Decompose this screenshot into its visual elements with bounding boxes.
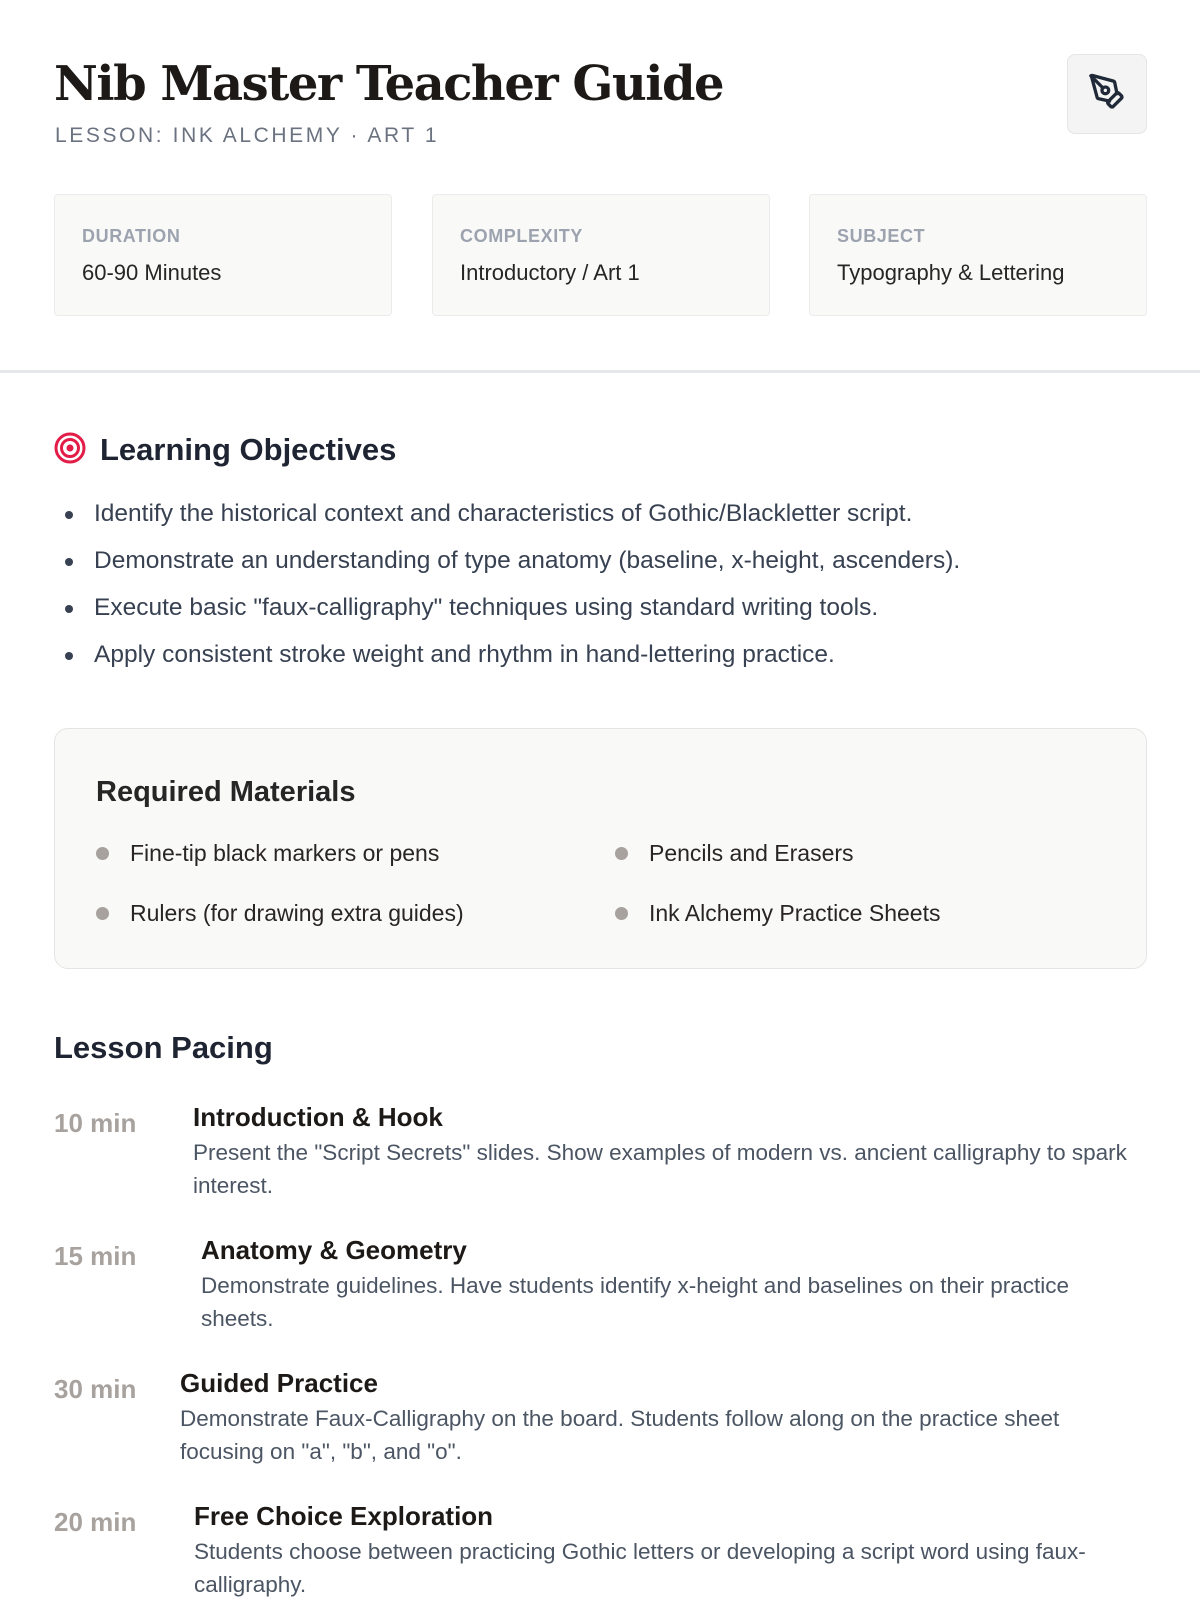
pacing-title: Free Choice Exploration bbox=[194, 1501, 494, 1531]
meta-label: DURATION bbox=[82, 226, 181, 246]
material-item: Pencils and Erasers bbox=[615, 838, 854, 868]
pacing-time: 15 min bbox=[54, 1241, 137, 1271]
meta-label: COMPLEXITY bbox=[460, 226, 584, 246]
pacing-description: Students choose between practicing Gothic letters or developing a script word using faux-calligraphy. bbox=[194, 1539, 1086, 1597]
pacing-description: Demonstrate guidelines. Have students identify x-height and baselines on their practice sheets. bbox=[201, 1273, 1069, 1331]
materials-card bbox=[54, 728, 1147, 969]
pacing-time: 10 min bbox=[54, 1108, 137, 1138]
pacing-description: Demonstrate Faux-Calligraphy on the board. Students follow along on the practice sheet focusing on "a", "b", and "o". bbox=[180, 1406, 1060, 1464]
pacing-title: Guided Practice bbox=[180, 1368, 378, 1398]
lesson-subtitle: LESSON: INK ALCHEMY · ART 1 bbox=[55, 124, 440, 147]
pacing-body bbox=[194, 1499, 1147, 1601]
pacing-title: Anatomy & Geometry bbox=[201, 1235, 467, 1265]
meta-card-subject bbox=[809, 194, 1147, 316]
pacing-heading: Lesson Pacing bbox=[54, 1030, 273, 1065]
pacing-body bbox=[180, 1366, 1147, 1468]
meta-value: Typography & Lettering bbox=[837, 260, 1065, 285]
page-title: Nib Master Teacher Guide bbox=[54, 56, 724, 112]
pacing-time: 20 min bbox=[54, 1507, 137, 1537]
pacing-description: Present the "Script Secrets" slides. Show examples of modern vs. ancient calligraphy to spark interest. bbox=[193, 1140, 1127, 1198]
objectives-heading-text: Learning Objectives bbox=[100, 432, 397, 467]
material-item: Fine-tip black markers or pens bbox=[96, 838, 439, 868]
target-icon bbox=[54, 432, 86, 469]
meta-card-duration bbox=[54, 194, 392, 316]
pen-nib-icon bbox=[1087, 72, 1127, 117]
meta-label: SUBJECT bbox=[837, 226, 926, 246]
materials-heading: Required Materials bbox=[96, 776, 356, 808]
objective-item: Demonstrate an understanding of type anatomy (baseline, x-height, ascenders). bbox=[54, 537, 960, 584]
meta-value: 60-90 Minutes bbox=[82, 260, 222, 285]
objective-item: Identify the historical context and characteristics of Gothic/Blackletter script. bbox=[54, 490, 960, 537]
section-divider bbox=[0, 370, 1200, 373]
pacing-time: 30 min bbox=[54, 1374, 137, 1404]
material-item: Ink Alchemy Practice Sheets bbox=[615, 898, 940, 928]
objective-item: Execute basic "faux-calligraphy" techniques using standard writing tools. bbox=[54, 584, 960, 631]
material-item: Rulers (for drawing extra guides) bbox=[96, 898, 464, 928]
objectives-heading bbox=[54, 430, 396, 470]
objectives-list bbox=[54, 490, 960, 678]
meta-value: Introductory / Art 1 bbox=[460, 260, 640, 285]
meta-card-complexity bbox=[432, 194, 770, 316]
lesson-meta bbox=[54, 194, 1147, 316]
objective-item: Apply consistent stroke weight and rhythm in hand-lettering practice. bbox=[54, 631, 960, 678]
pacing-body bbox=[193, 1100, 1147, 1202]
pacing-body bbox=[201, 1233, 1147, 1335]
pen-tool-button[interactable] bbox=[1067, 54, 1147, 134]
pacing-title: Introduction & Hook bbox=[193, 1102, 443, 1132]
